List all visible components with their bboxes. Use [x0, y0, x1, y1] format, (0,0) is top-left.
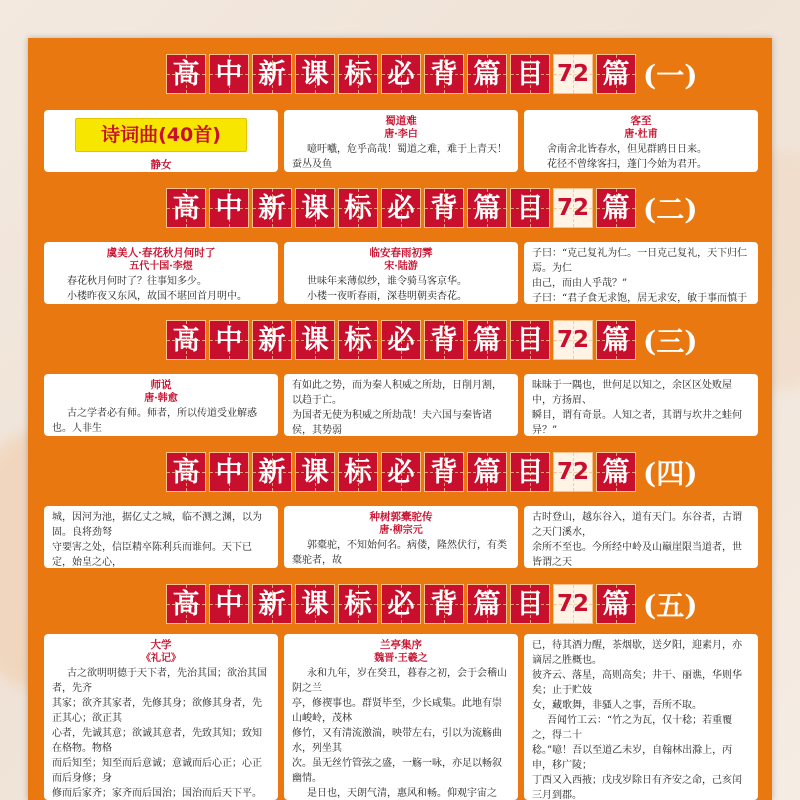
poem-card [524, 110, 758, 172]
title-char: 篇 [467, 584, 507, 624]
part-label: (四) [643, 457, 698, 490]
text-line: 守要害之处，信臣精卒陈利兵而谁何。天下已定，始皇之心， [52, 542, 252, 568]
poem-title: 临安春雨初霁 [369, 247, 433, 259]
text-line: 吾闻竹工云：“竹之为瓦，仅十稔；若重覆之，得二十 [532, 715, 733, 741]
text-card [284, 634, 518, 800]
text-line: 其家；欲齐其家者，先修其身；欲修其身者，先正其心；欲正其 [52, 698, 262, 724]
poem-author: 唐·李白 [384, 129, 418, 140]
title-char: 篇 [596, 188, 636, 228]
title-char: 标 [338, 188, 378, 228]
text-line: 女，藏歌舞，非骚人之事，吾所不取。 [532, 700, 702, 711]
title-char: 篇 [467, 320, 507, 360]
poem-author: 唐·杜甫 [624, 129, 658, 140]
text-author: 魏晋·王羲之 [374, 653, 428, 664]
card-row [44, 242, 762, 304]
text-line: 城，因河为池，据亿丈之城，临不测之渊，以为固。良将劲弩 [52, 512, 262, 538]
title-char: 新 [252, 320, 292, 360]
text-card [524, 242, 758, 304]
part-label: (五) [643, 589, 698, 622]
poem-line: 小楼昨夜又东风，故国不堪回首月明中。 [67, 291, 247, 302]
title-char: 新 [252, 54, 292, 94]
title-number: 72 [553, 452, 593, 492]
text-line: 子曰：“君子食无求饱，居无求安，敏于事而慎于 [532, 293, 748, 304]
poem-card [284, 242, 518, 304]
text-line: 已，待其酒力醒，茶烟歇，送夕阳，迎素月，亦谪居之胜概也。 [532, 640, 742, 666]
text-line: 丁酉又入西掖；戊戌岁除日有齐安之命，己亥闰三月到郡。 [532, 775, 742, 800]
text-title: 师说 [150, 379, 172, 391]
text-line: 彼齐云、落星，高则高矣；井干、丽谯，华则华矣；止于贮妓 [532, 670, 742, 696]
text-line: 由己，而由人乎哉？” [532, 278, 628, 289]
title-char: 背 [424, 584, 464, 624]
text-line: 古时登山，越东谷入，道有天门。东谷者，古谓之天门溪水， [532, 512, 742, 538]
text-card [44, 506, 278, 568]
title-char: 篇 [467, 452, 507, 492]
title-char: 背 [424, 54, 464, 94]
text-line: 古之欲明明德于天下者，先治其国；欲治其国者，先齐 [52, 668, 267, 694]
banner-title [166, 580, 698, 628]
text-line: 余所不至也。今所经中岭及山巅崖限当道者，世皆谓之天 [532, 542, 742, 568]
section-banner [28, 436, 772, 508]
text-title: 大学 [150, 639, 172, 651]
text-title: 兰亭集序 [380, 639, 422, 651]
title-char: 目 [510, 188, 550, 228]
title-char: 目 [510, 54, 550, 94]
text-card [44, 634, 278, 800]
poem-line: 小楼一夜听春雨，深巷明朝卖杏花。 [307, 291, 467, 302]
title-char: 新 [252, 452, 292, 492]
title-number: 72 [553, 320, 593, 360]
title-char: 必 [381, 452, 421, 492]
title-char: 高 [166, 188, 206, 228]
title-char: 篇 [596, 320, 636, 360]
text-card [524, 374, 758, 436]
title-char: 必 [381, 320, 421, 360]
text-card [284, 506, 518, 568]
text-line: 永和九年，岁在癸丑，暮春之初，会于会稽山阴之兰 [292, 668, 507, 694]
title-char: 课 [295, 452, 335, 492]
title-char: 课 [295, 188, 335, 228]
title-char: 中 [209, 452, 249, 492]
poem-title: 蜀道难 [385, 115, 417, 127]
title-char: 目 [510, 584, 550, 624]
title-char: 课 [295, 320, 335, 360]
text-card [284, 374, 518, 436]
title-char: 背 [424, 320, 464, 360]
text-card [44, 374, 278, 436]
text-line: 瞬目，谓有奇景。人知之者，其谓与坎井之蛙何异？” [532, 410, 742, 436]
poem-title: 虞美人·春花秋月何时了 [106, 247, 216, 259]
card-row [44, 506, 762, 568]
card-row [44, 634, 762, 800]
category-banner: 诗词曲(40首) [75, 118, 247, 152]
text-source: 《礼记》 [141, 653, 181, 664]
title-char: 标 [338, 320, 378, 360]
text-line: 子曰：“克己复礼为仁。一日克己复礼，天下归仁焉。为仁 [532, 248, 748, 274]
poem-line: 噫吁嚱，危乎高哉！蜀道之难，难于上青天！蚕丛及鱼 [292, 144, 507, 170]
title-char: 目 [510, 452, 550, 492]
title-char: 课 [295, 584, 335, 624]
part-label: (一) [643, 59, 698, 92]
title-char: 标 [338, 54, 378, 94]
part-label: (二) [643, 193, 698, 226]
poem-card [44, 242, 278, 304]
text-title: 种树郭橐驼传 [369, 511, 433, 523]
section-banner [28, 38, 772, 110]
poem-author: 五代十国·李煜 [129, 261, 193, 272]
title-number: 72 [553, 584, 593, 624]
poem-card [284, 110, 518, 172]
title-char: 中 [209, 188, 249, 228]
text-line: 修而后家齐；家齐而后国治；国治而后天下平。 [52, 788, 262, 799]
poem-title: 客至 [630, 115, 652, 127]
text-line: 是日也，天朗气清，惠风和畅。仰观宇宙之 [307, 788, 497, 799]
poem-title: 静女 [150, 159, 172, 171]
text-author: 唐·柳宗元 [379, 525, 423, 536]
title-char: 课 [295, 54, 335, 94]
card-row [44, 374, 762, 436]
poem-line: 花径不曾缘客扫，蓬门今始为君开。 [547, 159, 707, 170]
title-char: 标 [338, 584, 378, 624]
title-char: 背 [424, 452, 464, 492]
part-label: (三) [643, 325, 698, 358]
title-char: 中 [209, 54, 249, 94]
poem-line: 春花秋月何时了？往事知多少。 [67, 276, 207, 287]
title-number: 72 [553, 54, 593, 94]
title-char: 中 [209, 320, 249, 360]
card-row [44, 110, 762, 172]
banner-title [166, 448, 698, 496]
title-char: 背 [424, 188, 464, 228]
text-line: 为国者无使为积威之所劫哉！夫六国与秦皆诸侯，其势弱 [292, 410, 492, 436]
text-line: 有如此之势，而为秦人积威之所劫，日削月割，以趋于亡。 [292, 380, 502, 406]
text-line: 心者，先诚其意；欲诚其意者，先致其知；致知在格物。物格 [52, 728, 262, 754]
title-char: 高 [166, 54, 206, 94]
text-line: 郭橐驼，不知始何名。病偻，隆然伏行，有类橐驼者，故 [292, 540, 507, 566]
text-line: 修竹，又有清流激湍，映带左右，引以为流觞曲水，列坐其 [292, 728, 502, 754]
title-char: 篇 [596, 584, 636, 624]
title-char: 高 [166, 584, 206, 624]
section-banner [28, 304, 772, 376]
poem-line: 舍南舍北皆春水，但见群鸥日日来。 [547, 144, 707, 155]
title-char: 必 [381, 54, 421, 94]
poem-line: 世味年来薄似纱，谁令骑马客京华。 [307, 276, 467, 287]
section-banner [28, 568, 772, 640]
title-char: 必 [381, 188, 421, 228]
text-line: 稔。”噫！吾以至道乙未岁，自翰林出滁上，丙申，移广陵； [532, 745, 733, 771]
text-card [524, 506, 758, 568]
title-char: 新 [252, 584, 292, 624]
title-char: 篇 [467, 188, 507, 228]
title-char: 高 [166, 320, 206, 360]
title-char: 必 [381, 584, 421, 624]
text-author: 唐·韩愈 [144, 393, 178, 404]
title-char: 标 [338, 452, 378, 492]
banner-title [166, 316, 698, 364]
title-char: 高 [166, 452, 206, 492]
banner-title [166, 50, 698, 98]
text-line: 昧昧于一隅也，世何足以知之，余区区处败屋中，方扬眉、 [532, 380, 732, 406]
banner-title [166, 184, 698, 232]
title-number: 72 [553, 188, 593, 228]
title-char: 篇 [596, 54, 636, 94]
poem-card [44, 110, 278, 172]
title-char: 篇 [467, 54, 507, 94]
poem-author: 宋·陆游 [384, 261, 418, 272]
text-line: 次。虽无丝竹管弦之盛，一觞一咏，亦足以畅叙幽情。 [292, 758, 502, 784]
title-char: 中 [209, 584, 249, 624]
text-line: 而后知至；知至而后意诚；意诚而后心正；心正而后身修；身 [52, 758, 262, 784]
text-line: 亭，修禊事也。群贤毕至，少长咸集。此地有崇山峻岭，茂林 [292, 698, 502, 724]
section-banner [28, 172, 772, 244]
title-char: 新 [252, 188, 292, 228]
poster [28, 38, 772, 800]
text-card [524, 634, 758, 800]
title-char: 篇 [596, 452, 636, 492]
title-char: 目 [510, 320, 550, 360]
text-line: 古之学者必有师。师者，所以传道受业解惑也。人非生 [52, 408, 257, 434]
